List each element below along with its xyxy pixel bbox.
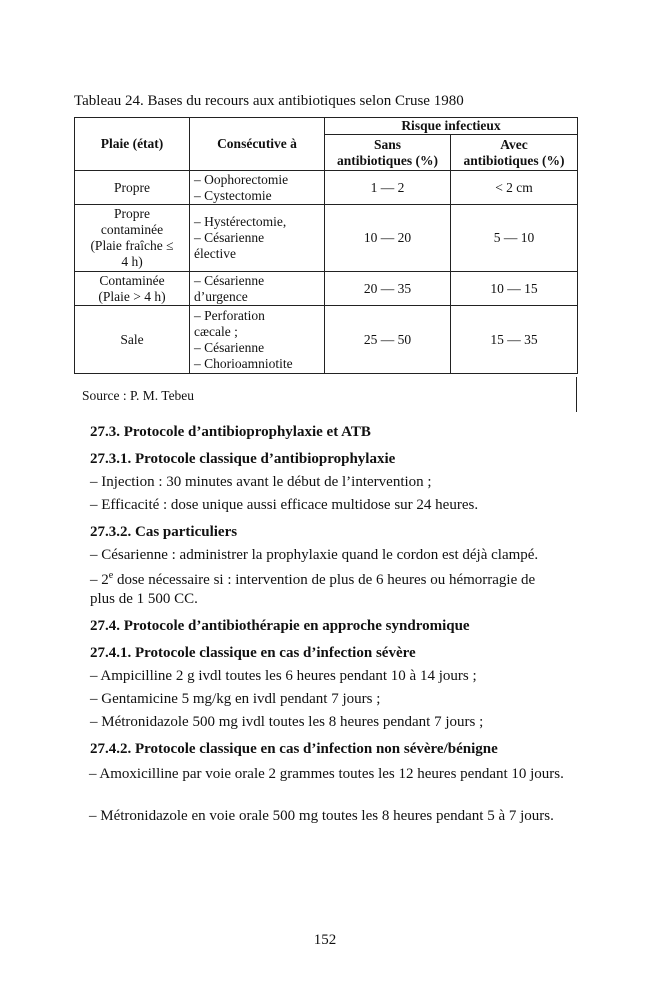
cell-plaie: Sale [75, 306, 190, 374]
cell-avec: 10 — 15 [451, 272, 578, 306]
table-caption: Tableau 24. Bases du recours aux antibiotiques selon Cruse 1980 [74, 93, 464, 109]
cell-consecutive: – Hystérectomie, – Césarienne élective [190, 205, 325, 272]
header-consecutive: Consécutive à [190, 118, 325, 171]
header-plaie: Plaie (état) [75, 118, 190, 171]
section-title: 27.4. Protocole d’antibiothérapie en approche syndromique [90, 618, 470, 634]
table-row [75, 171, 578, 205]
cell-plaie: Propre contaminée (Plaie fraîche ≤ 4 h) [75, 205, 190, 272]
cell-sans: 10 — 20 [325, 205, 451, 272]
table-source: Source : P. M. Tebeu [82, 388, 195, 403]
paragraph: – Métronidazole en voie orale 500 mg toutes les 8 heures pendant 5 à 7 jours. [89, 808, 554, 824]
text-line: – Injection : 30 minutes avant le début de l’intervention ; [90, 474, 432, 490]
header-sans: Sans antibiotiques (%) [325, 135, 451, 171]
paragraph: – Amoxicilline par voie orale 2 grammes toutes les 12 heures pendant 10 jours. [89, 766, 564, 782]
cell-sans: 25 — 50 [325, 306, 451, 374]
cell-consecutive: – Oophorectomie – Cystectomie [190, 171, 325, 205]
text-line: – Césarienne : administrer la prophylaxie quand le cordon est déjà clampé. [90, 547, 539, 563]
cell-avec: < 2 cm [451, 171, 578, 205]
cell-avec: 5 — 10 [451, 205, 578, 272]
cell-plaie: Contaminée (Plaie > 4 h) [75, 272, 190, 306]
text-line: – Métronidazole 500 mg ivdl toutes les 8 heures pendant 7 jours ; [90, 714, 484, 730]
antibiotic-table [74, 117, 578, 374]
table-row [75, 306, 578, 374]
page-number: 152 [313, 932, 337, 948]
text-line: plus de 1 500 CC. [90, 591, 198, 607]
subsection-title: 27.3.1. Protocole classique d’antibioprophylaxie [90, 451, 396, 467]
subsection-title: 27.4.1. Protocole classique en cas d’infection sévère [90, 645, 416, 661]
cell-avec: 15 — 35 [451, 306, 578, 374]
cell-consecutive: – Perforation cæcale ; – Césarienne – Chorioamniotite [190, 306, 325, 374]
header-risque: Risque infectieux [325, 118, 578, 135]
header-avec: Avec antibiotiques (%) [451, 135, 578, 171]
cell-sans: 1 — 2 [325, 171, 451, 205]
table-row [75, 205, 578, 272]
section-title: 27.3. Protocole d’antibioprophylaxie et ATB [90, 424, 371, 440]
subsection-title: 27.3.2. Cas particuliers [90, 524, 238, 540]
text-line: – Ampicilline 2 g ivdl toutes les 6 heures pendant 10 à 14 jours ; [90, 668, 477, 684]
text-line: – 2e dose nécessaire si : intervention de plus de 6 heures ou hémorragie de [90, 570, 536, 588]
cell-plaie: Propre [75, 171, 190, 205]
table-row [75, 272, 578, 306]
text-line: – Gentamicine 5 mg/kg en ivdl pendant 7 jours ; [90, 691, 381, 707]
subsection-title: 27.4.2. Protocole classique en cas d’infection non sévère/bénigne [90, 741, 498, 757]
cell-consecutive: – Césarienne d’urgence [190, 272, 325, 306]
cell-sans: 20 — 35 [325, 272, 451, 306]
text-line: – Efficacité : dose unique aussi efficace multidose sur 24 heures. [90, 497, 479, 513]
